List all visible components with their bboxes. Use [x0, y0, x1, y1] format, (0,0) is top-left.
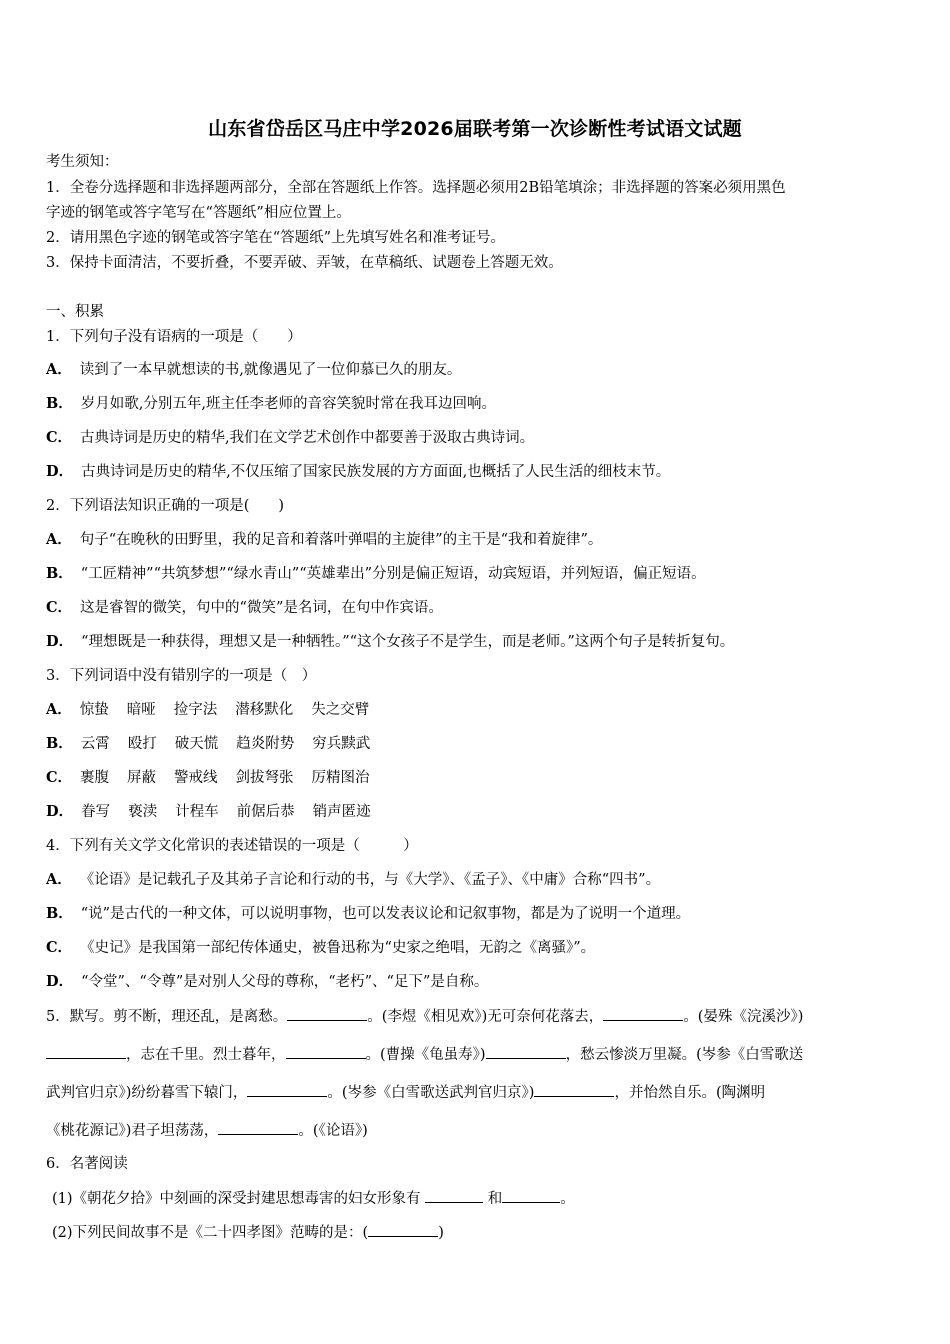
dictation-text: 5．默写。剪不断，理还乱，是离愁。: [46, 1009, 288, 1025]
dictation-text: ，愁云惨淡万里凝。(岑参《白雪歌送: [565, 1047, 804, 1063]
question-stem: 4．下列有关文学文化常识的表述错误的一项是（ ）: [46, 838, 418, 854]
answer-blank[interactable]: [368, 1222, 438, 1237]
word: 警戒线: [174, 770, 218, 786]
word: 亵渎: [128, 804, 158, 820]
word: 暗哑: [126, 702, 156, 718]
answer-blank[interactable]: [486, 1044, 566, 1059]
word: 眷写: [81, 804, 111, 820]
option-row: [46, 700, 910, 720]
answer-blank[interactable]: [603, 1006, 683, 1021]
word: 裹腹: [80, 770, 110, 786]
option-text: 这是睿智的微笑，句中的“微笑”是名词，在句中作宾语。: [80, 600, 443, 616]
dictation-text: ，并怡然自乐。(陶渊明: [614, 1085, 766, 1101]
option-row: [46, 394, 910, 414]
option-label: B．: [46, 565, 73, 582]
dictation-line: [46, 1044, 910, 1065]
word: 前倨后恭: [236, 804, 295, 820]
dictation-text: 武判官归京》)纷纷暮雪下辕门，: [46, 1085, 248, 1101]
section-heading: 一、积累: [46, 304, 104, 320]
option-row: [46, 428, 910, 448]
answer-blank[interactable]: [286, 1044, 366, 1059]
dictation-text: ，志在千里。烈士暮年，: [126, 1047, 286, 1063]
question-stem: 3．下列词语中没有错别字的一项是（ ）: [46, 668, 317, 684]
sub-question-text: 。: [560, 1191, 575, 1207]
notice-item: 字迹的钢笔或答字笔写在“答题纸”相应位置上。: [46, 205, 351, 221]
option-text: “说”是古代的一种文体，可以说明事物，也可以发表议论和记叙事物，都是为了说明一个道理。: [80, 906, 691, 922]
option-row: [46, 768, 910, 788]
page-title: 山东省岱岳区马庄中学2026届联考第一次诊断性考试语文试题: [208, 118, 742, 140]
option-label: A．: [46, 361, 72, 378]
sub-question: [52, 1222, 910, 1243]
answer-blank[interactable]: [247, 1082, 327, 1097]
word: 殴打: [127, 736, 157, 752]
dictation-text: 。(岑参《白雪歌送武判官归京》): [327, 1085, 535, 1101]
sub-question-text: (1)《朝花夕拾》中刻画的深受封建思想毒害的妇女形象有: [52, 1191, 421, 1207]
option-row: [46, 802, 910, 822]
option-text: 古典诗词是历史的精华,不仅压缩了国家民族发展的方方面面,也概括了人民生活的细枝末节。: [81, 464, 671, 480]
word: 趋炎附势: [236, 736, 295, 752]
word: 穷兵黩武: [312, 736, 371, 752]
dictation-text: 。(《论语》): [298, 1123, 368, 1139]
option-row: [46, 360, 910, 380]
dictation-text: 。(晏殊《浣溪沙》): [683, 1009, 804, 1025]
option-text: “理想既是一种获得，理想又是一种牺牲。”“这个女孩子不是学生，而是老师。”这两个句子是转折复句。: [81, 634, 735, 650]
sub-question-text: 和: [487, 1191, 503, 1207]
option-row: [46, 734, 910, 754]
dictation-text: 。(曹操《龟虽寿》): [365, 1047, 486, 1063]
option-row: [46, 632, 910, 652]
notice-item: 3．保持卡面清洁，不要折叠，不要弄破、弄皱，在草稿纸、试题卷上答题无效。: [46, 255, 563, 271]
option-text: 句子“在晚秋的田野里，我的足音和着落叶弹唱的主旋律”的主干是“我和着旋律”。: [79, 532, 603, 548]
dictation-line: [46, 1120, 910, 1141]
word: 厉精图治: [311, 770, 370, 786]
option-row: [46, 938, 910, 958]
option-label: B．: [46, 395, 73, 412]
answer-blank[interactable]: [534, 1082, 614, 1097]
question-stem: 6．名著阅读: [46, 1156, 128, 1172]
option-label: B．: [46, 735, 73, 752]
option-label: C．: [46, 769, 73, 786]
word: 计程车: [175, 804, 219, 820]
word: 剑拔弩张: [235, 770, 294, 786]
option-text: 《论语》是记载孔子及其弟子言论和行动的书，与《大学》、《孟子》、《中庸》合称“四书”。: [79, 872, 661, 888]
word: 破天慌: [174, 736, 219, 752]
word: 惊蛰: [79, 702, 109, 718]
option-label: D．: [46, 463, 74, 480]
option-row: [46, 972, 910, 992]
option-label: A．: [46, 531, 72, 548]
dictation-line: [46, 1082, 910, 1103]
option-label: D．: [46, 973, 74, 990]
answer-blank[interactable]: [502, 1188, 560, 1203]
dictation-text: 。(李煜《相见欢》)无可奈何花落去，: [367, 1009, 604, 1025]
option-row: [46, 462, 910, 482]
word: 捡字法: [173, 702, 218, 718]
word: 失之交臂: [311, 702, 370, 718]
word: 销声匿迹: [312, 804, 371, 820]
option-text: 读到了一本早就想读的书,就像遇见了一位仰慕已久的朋友。: [79, 362, 462, 378]
option-row: [46, 564, 910, 584]
option-text: 岁月如歌,分别五年,班主任李老师的音容笑貌时常在我耳边回响。: [80, 396, 496, 412]
sub-question-text: (2)下列民间故事不是《二十四孝图》范畴的是：(: [52, 1225, 369, 1241]
option-label: A．: [46, 871, 72, 888]
option-label: B．: [46, 905, 73, 922]
option-text: 古典诗词是历史的精华,我们在文学艺术创作中都要善于汲取古典诗词。: [80, 430, 535, 446]
answer-blank[interactable]: [425, 1188, 483, 1203]
dictation-text: 《桃花源记》)君子坦荡荡，: [46, 1123, 219, 1139]
option-label: D．: [46, 803, 74, 820]
option-text: 《史记》是我国第一部纪传体通史，被鲁迅称为“史家之绝唱，无韵之《离骚》”。: [80, 940, 596, 956]
option-label: C．: [46, 939, 73, 956]
option-label: A．: [46, 701, 72, 718]
option-row: [46, 598, 910, 618]
dictation-line: [46, 1006, 910, 1027]
notice-item: 1．全卷分选择题和非选择题两部分，全部在答题纸上作答。选择题必须用2B铅笔填涂；非选择题的答案必须用黑色: [46, 180, 786, 196]
question-stem: 2．下列语法知识正确的一项是( ): [46, 498, 285, 514]
option-label: C．: [46, 429, 73, 446]
answer-blank[interactable]: [46, 1044, 126, 1059]
notice-heading: 考生须知：: [46, 154, 119, 170]
option-row: [46, 530, 910, 550]
option-label: C．: [46, 599, 73, 616]
notice-item: 2．请用黑色字迹的钢笔或答字笔在“答题纸”上先填写姓名和准考证号。: [46, 230, 506, 246]
question-stem: 1．下列句子没有语病的一项是（ ）: [46, 329, 302, 345]
sub-question-text: ): [438, 1225, 444, 1241]
option-text: “工匠精神”“共筑梦想”“绿水青山”“英雄辈出”分别是偏正短语，动宾短语，并列短语，偏正短语。: [80, 566, 706, 582]
option-row: [46, 870, 910, 890]
sub-question: [52, 1188, 910, 1209]
answer-blank[interactable]: [287, 1006, 367, 1021]
option-label: D．: [46, 633, 74, 650]
word: 屏蔽: [127, 770, 157, 786]
answer-blank[interactable]: [218, 1120, 298, 1135]
option-row: [46, 904, 910, 924]
word: 云霄: [80, 736, 110, 752]
option-text: “令堂”、“令尊”是对别人父母的尊称，“老朽”、“足下”是自称。: [81, 974, 489, 990]
word: 潜移默化: [235, 702, 294, 718]
